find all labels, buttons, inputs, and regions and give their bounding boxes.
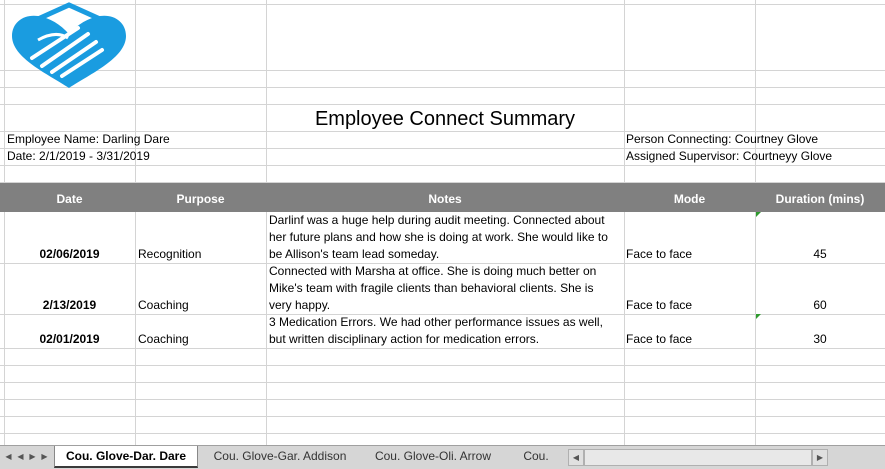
sheet-title: Employee Connect Summary [314, 108, 576, 130]
row-divider [0, 165, 885, 166]
row2-duration[interactable]: 60 [813, 298, 827, 312]
row-divider [0, 70, 885, 71]
comment-marker [756, 212, 761, 217]
row2-notes[interactable]: Connected with Marsha at office. She is doing much better on Mike's team with fragile clients than behavioral clients. She is very happy. [269, 264, 597, 312]
header-notes[interactable]: Notes [428, 192, 462, 206]
header-mode[interactable]: Mode [673, 192, 706, 206]
tab-cou[interactable]: Cou. [523, 449, 549, 463]
row-divider [0, 87, 885, 88]
row1-mode[interactable]: Face to face [626, 247, 693, 261]
row-divider [0, 348, 885, 349]
row-divider [0, 416, 885, 417]
row3-purpose[interactable]: Coaching [138, 332, 189, 346]
row2-purpose[interactable]: Coaching [138, 298, 189, 312]
header-date[interactable]: Date [56, 192, 83, 206]
column-divider [755, 0, 756, 445]
row1-notes[interactable]: Darlinf was a huge help during audit meeting. Connected about her future plans and how she is doing at work. She would like to be Allison's team lead someday. [269, 213, 608, 261]
column-divider [4, 0, 5, 445]
row3-notes[interactable]: 3 Medication Errors. We had other performance issues as well, but written disciplinary action for medication errors. [269, 315, 603, 346]
row1-purpose[interactable]: Recognition [138, 247, 202, 261]
row-divider [0, 104, 885, 105]
assigned-supervisor-cell[interactable]: Assigned Supervisor: Courtneyy Glove [626, 149, 833, 163]
column-divider [135, 0, 136, 445]
row-divider [0, 399, 885, 400]
row2-mode[interactable]: Face to face [626, 298, 693, 312]
row1-date[interactable]: 02/06/2019 [39, 247, 100, 261]
row-divider [0, 433, 885, 434]
scroll-left-icon[interactable]: ◀ [568, 449, 584, 466]
date-range-cell[interactable]: Date: 2/1/2019 - 3/31/2019 [7, 149, 150, 163]
comment-marker [756, 314, 761, 319]
last-sheet-icon[interactable]: ▶ [41, 452, 48, 461]
tab-cou-glove-oli-arrow[interactable]: Cou. Glove-Oli. Arrow [374, 449, 492, 463]
row1-duration[interactable]: 45 [813, 247, 827, 261]
horizontal-scrollbar[interactable] [584, 449, 812, 466]
scroll-right-icon[interactable]: ▶ [812, 449, 828, 466]
employee-name-cell[interactable]: Employee Name: Darling Dare [7, 132, 170, 146]
row-divider [0, 4, 885, 5]
first-sheet-icon[interactable]: ◀ [5, 452, 12, 461]
column-divider [624, 0, 625, 445]
row-divider [0, 382, 885, 383]
person-connecting-cell[interactable]: Person Connecting: Courtney Glove [626, 132, 819, 146]
house-hands-heart-logo [8, 0, 130, 92]
prev-sheet-icon[interactable]: ◀ [17, 452, 24, 461]
header-duration[interactable]: Duration (mins) [775, 192, 865, 206]
row3-date[interactable]: 02/01/2019 [39, 332, 100, 346]
column-divider [266, 0, 267, 445]
sheet-tab-bar [0, 445, 885, 469]
row3-duration[interactable]: 30 [813, 332, 827, 346]
tab-cou-glove-gar-addison[interactable]: Cou. Glove-Gar. Addison [213, 449, 347, 463]
tab-cou-glove-dar-dare[interactable]: Cou. Glove-Dar. Dare [54, 446, 198, 468]
header-purpose[interactable]: Purpose [176, 192, 225, 206]
row-divider [0, 365, 885, 366]
next-sheet-icon[interactable]: ▶ [29, 452, 36, 461]
row2-date[interactable]: 2/13/2019 [42, 298, 97, 312]
row3-mode[interactable]: Face to face [626, 332, 693, 346]
